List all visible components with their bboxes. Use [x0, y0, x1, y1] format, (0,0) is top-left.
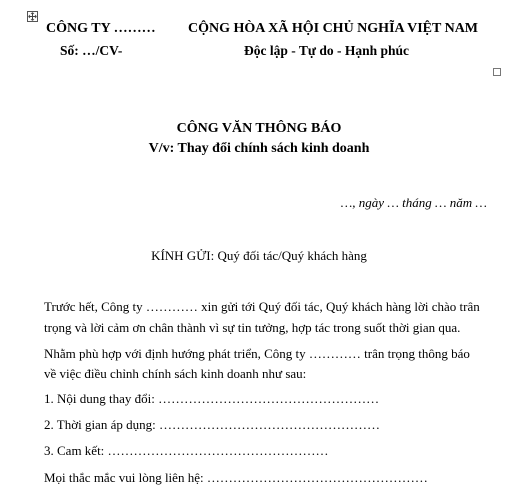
country-name: CỘNG HÒA XÃ HỘI CHỦ NGHĨA VIỆT NAM	[188, 21, 479, 36]
contact-line: Mọi thắc mắc vui lòng liên hệ: ……………………………………………	[44, 470, 428, 485]
recipient-line: KÍNH GỬI: Quý đối tác/Quý khách hàng	[151, 248, 367, 263]
paragraph-1-line-1: Trước hết, Công ty ………… xin gửi tới Quý đối tác, Quý khách hàng lời chào trân	[44, 299, 480, 314]
list-item-change-content: 1. Nội dung thay đổi: ……………………………………………	[44, 391, 380, 406]
paragraph-2-line-1: Nhằm phù hợp với định hướng phát triển, Công ty ………… trân trọng thông báo	[44, 346, 470, 361]
table-move-handle-icon[interactable]	[27, 11, 38, 22]
document-number: Số: …/CV-	[60, 43, 123, 58]
company-name: CÔNG TY ………	[46, 21, 156, 36]
list-item-effective-date: 2. Thời gian áp dụng: ……………………………………………	[44, 417, 380, 432]
date-line: …, ngày … tháng … năm …	[340, 195, 487, 210]
document-title: CÔNG VĂN THÔNG BÁO	[176, 121, 342, 136]
national-motto: Độc lập - Tự do - Hạnh phúc	[244, 43, 410, 58]
paragraph-2-line-2: về việc điều chỉnh chính sách kinh doanh như sau:	[44, 366, 307, 381]
paragraph-1-line-2: trọng và lời cảm ơn chân thành vì sự tin tưởng, hợp tác trong suốt thời gian qua.	[44, 320, 461, 335]
document-subject: V/v: Thay đổi chính sách kinh doanh	[148, 141, 370, 156]
list-item-commitment: 3. Cam kết: ……………………………………………	[44, 443, 329, 458]
table-resize-handle-icon[interactable]	[493, 68, 501, 76]
